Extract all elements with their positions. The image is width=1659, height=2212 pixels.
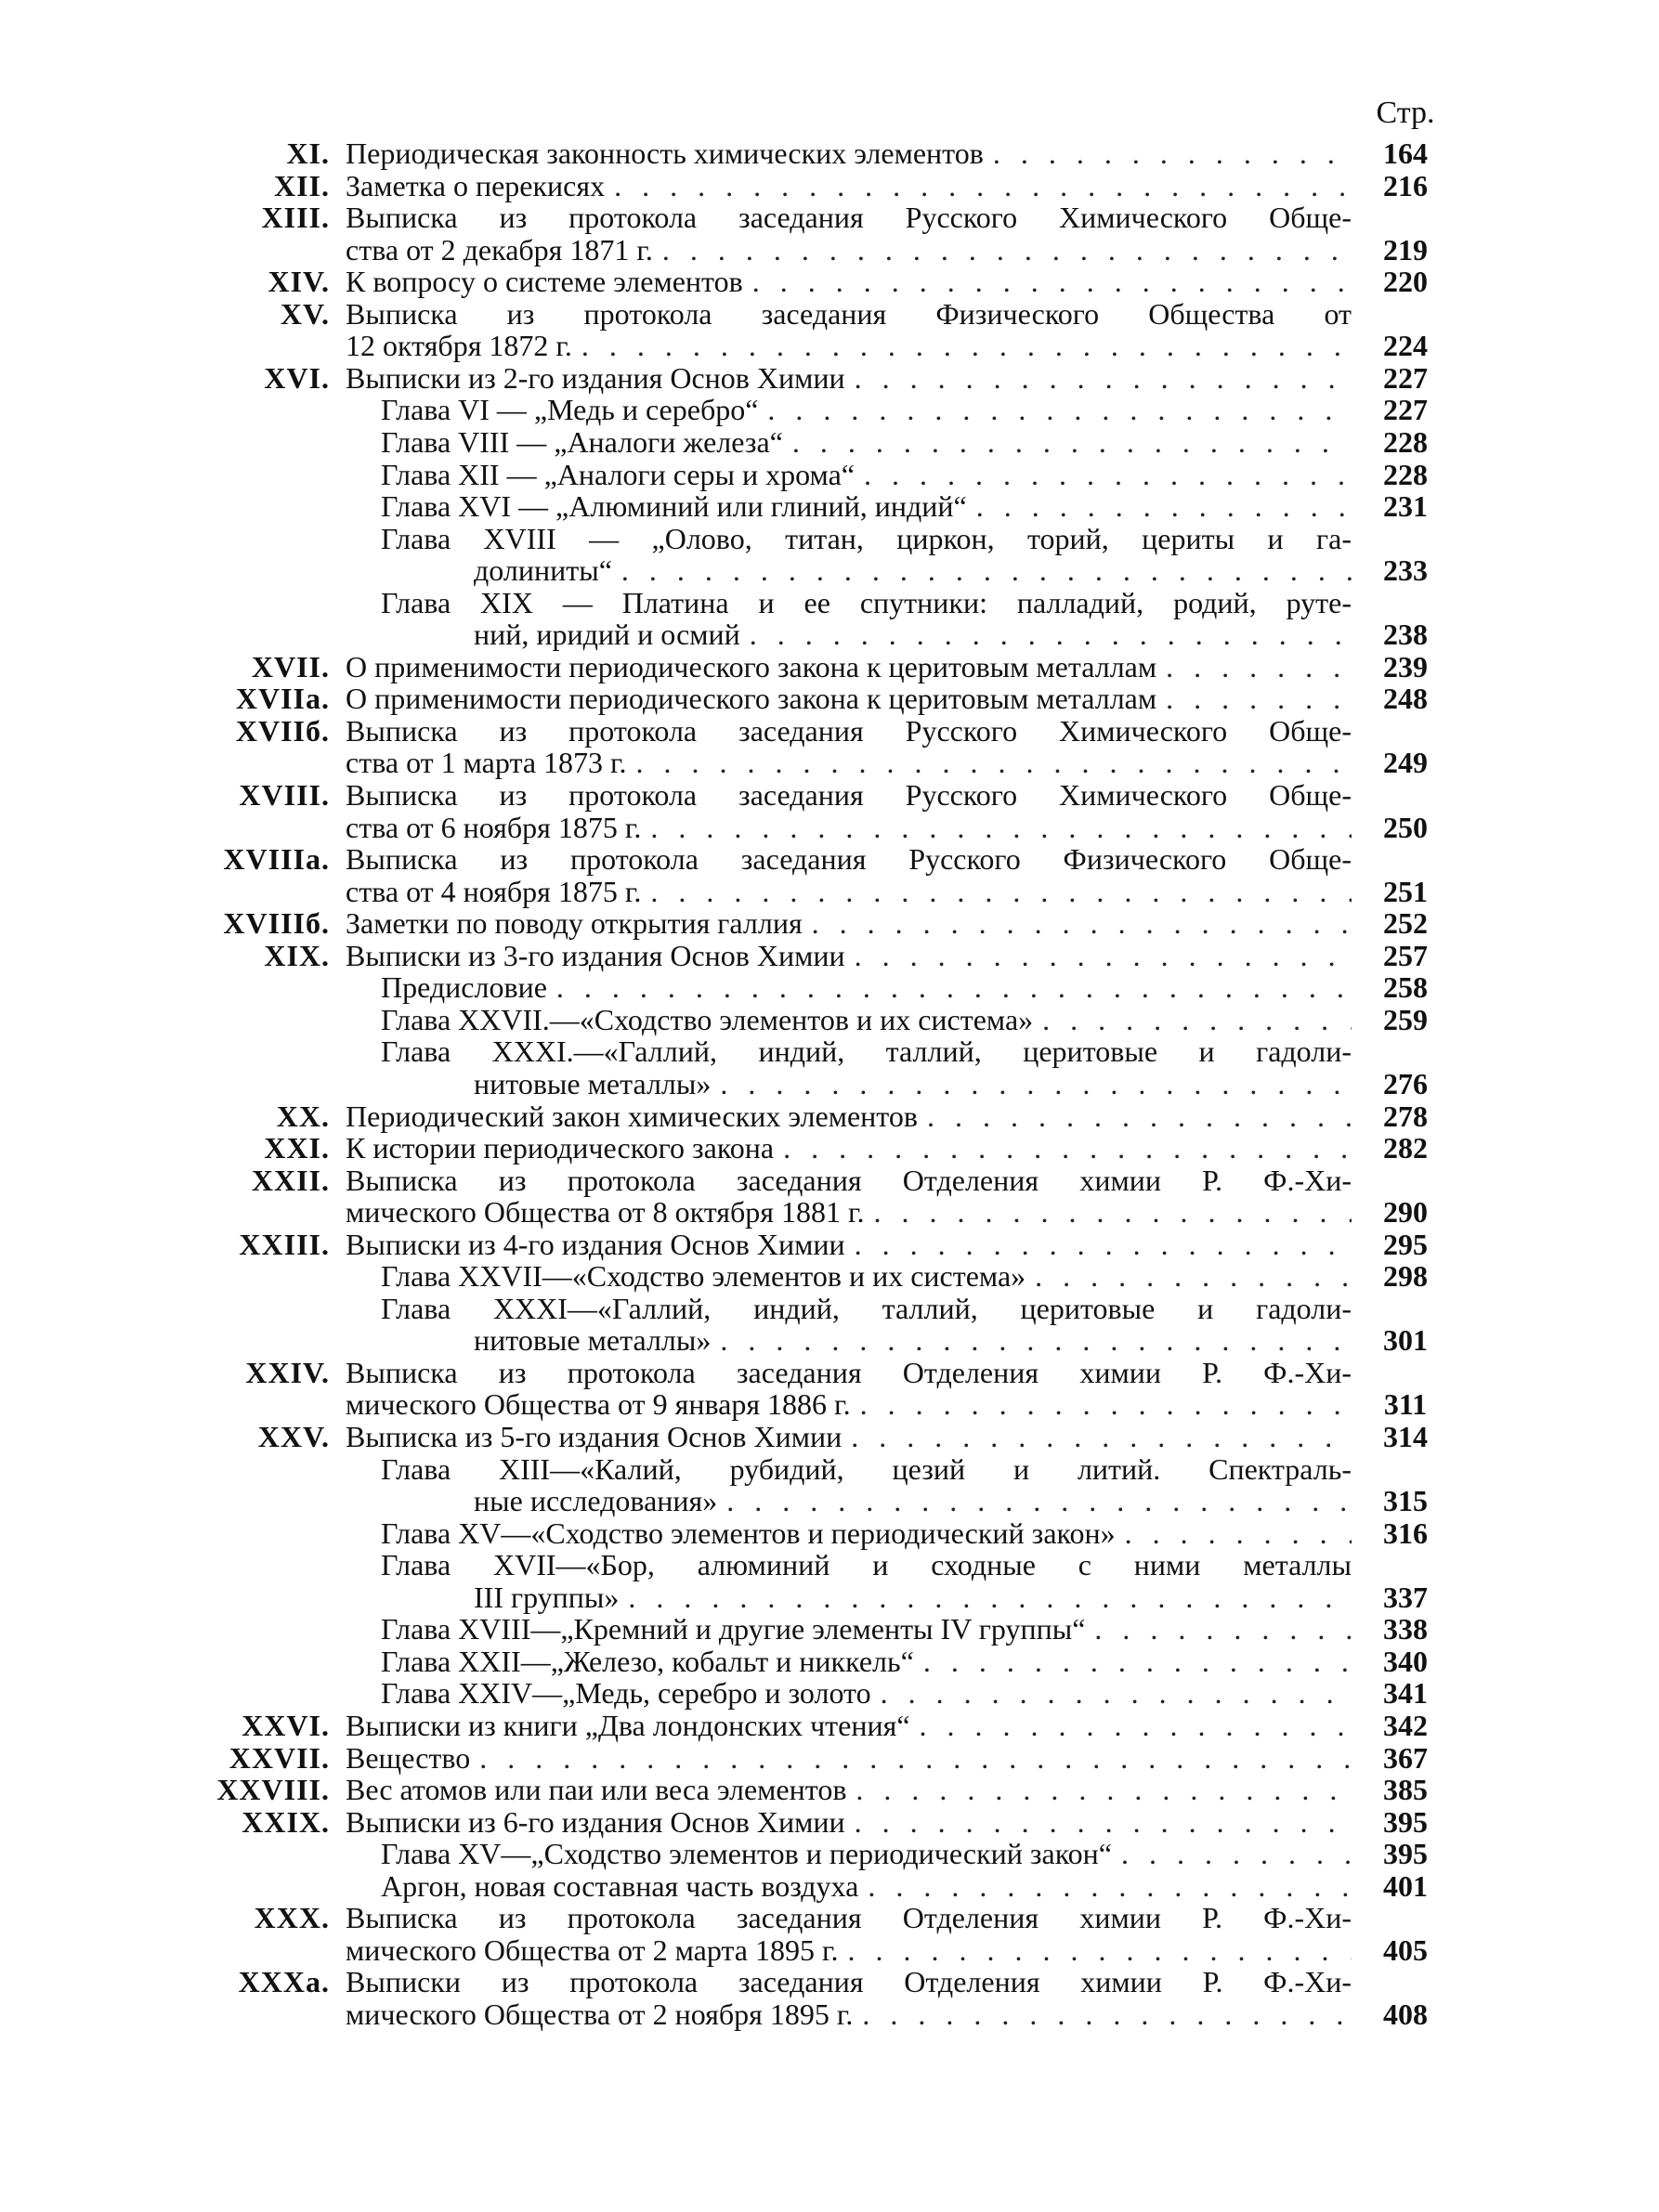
page-number: 338 [1383,1612,1428,1646]
page-number: 401 [1383,1868,1428,1903]
dot-leader [621,554,1352,586]
dot-leader [783,1132,1352,1164]
page-number: 367 [1383,1740,1428,1775]
dot-leader [920,1710,1352,1741]
entry-title-line [346,1132,1352,1164]
entry-title-text: Вес атомов или паи или веса элементов [346,1773,847,1807]
entry-title-line: Выписка из протокола заседания Отделения химии Р. Ф.-Хи- [346,1163,1352,1197]
entry-title-line [381,1613,1352,1645]
entry-title-line: Выписка из протокола заседания Русского Физического Обще- [346,842,1352,877]
entry-title-text: ний, иридий и осмий [474,618,740,652]
page-number: 395 [1383,1804,1428,1839]
page-number: 248 [1383,682,1428,716]
dot-leader [855,940,1352,971]
entry-title-text: О применимости периодического закона к церитовым металлам [346,649,1157,683]
entry-title-line [346,1388,1352,1420]
page-number: 408 [1383,1997,1428,2031]
entry-title-line: Глава XIX — Платина и ее спутники: палладий, родий, руте- [381,585,1352,619]
entry-title-line [474,618,1352,650]
page-number: 228 [1383,457,1428,491]
entry-title-text: мического Общества от 9 января 1886 г. [346,1387,851,1422]
dot-leader [923,1646,1352,1677]
entry-title-line [346,876,1352,907]
dot-leader [720,1068,1352,1099]
entry-title-line: Выписка из протокола заседания Физического Общества от [346,296,1352,331]
dot-leader [556,971,1352,1003]
entry-title-line [346,1806,1352,1838]
dot-leader [860,1388,1352,1420]
dot-leader [1035,1260,1352,1292]
page-number: 259 [1383,1002,1428,1036]
entry-title-line: Выписка из протокола заседания Русского Химического Обще- [346,713,1352,748]
page-number: 295 [1383,1227,1428,1261]
entry-numeral: XVIII. [239,778,330,812]
entry-title-text: Выписки из 4-го издания Основ Химии [346,1227,845,1261]
entry-title-text: Глава XV—«Сходство элементов и периодический закон» [381,1516,1116,1550]
entry-title-line [381,971,1352,1003]
entry-title-text: III группы» [474,1580,620,1614]
page-number: 278 [1383,1099,1428,1133]
entry-numeral: XIX. [264,938,330,972]
entry-title-text: Предисловие [381,970,547,1005]
page-number: 250 [1383,810,1428,844]
entry-title-line [474,554,1352,586]
entry-title-line [381,1870,1352,1902]
entry-title-line: Глава XVIII — „Олово, титан, циркон, торий, цериты и га- [381,521,1352,555]
entry-title-text: Глава XXVII—«Сходство элементов и их система» [381,1259,1026,1294]
dot-leader [868,1870,1352,1902]
entry-title-line [346,747,1352,778]
dot-leader [650,812,1352,843]
page-number: 405 [1383,1932,1428,1967]
entry-title-line: Глава XIII—«Калий, рубидий, цезий и литий. Спектраль- [381,1451,1352,1486]
dot-leader [750,618,1352,650]
entry-numeral: XIII. [261,201,330,235]
entry-title-line: Глава XVII—«Бор, алюминий и сходные с ними металлы [381,1548,1352,1582]
page-number: 249 [1383,746,1428,780]
entry-numeral: XVIIIa. [223,842,330,877]
entry-numeral: XX. [276,1099,330,1133]
entry-title-line [346,812,1352,843]
entry-title-text: К истории периодического закона [346,1131,775,1165]
dot-leader [874,1196,1352,1228]
page-number: 233 [1383,553,1428,588]
page-number: 238 [1383,618,1428,652]
page-number: 316 [1383,1516,1428,1550]
entry-title-line [346,683,1352,714]
entry-title-text: Аргон, новая составная часть воздуха [381,1868,859,1903]
entry-title-text: ства от 2 декабря 1871 г. [346,232,653,267]
page-number: 220 [1383,265,1428,299]
entry-title-line [346,330,1352,361]
dot-leader [720,1324,1352,1356]
entry-title-text: долиниты“ [474,553,612,588]
dot-leader [976,490,1352,522]
dot-leader [1042,1004,1352,1035]
entry-title-text: О применимости периодического закона к церитовым металлам [346,682,1157,716]
entry-title-text: Заметка о перекисях [346,168,606,202]
page-number: 282 [1383,1131,1428,1165]
entry-title-text: Глава XVIII—„Кремний и другие элементы IV группы“ [381,1612,1086,1646]
entry-title-text: ства от 4 ноября 1875 г. [346,874,642,908]
entry-numeral: XXIV. [245,1355,330,1389]
entry-numeral: XXII. [251,1163,330,1197]
entry-title-line [381,426,1352,458]
entry-title-text: Выписки из 2-го издания Основ Химии [346,360,845,395]
page-number: 341 [1383,1676,1428,1711]
entry-title-line: Выписка из протокола заседания Отделения химии Р. Ф.-Хи- [346,1355,1352,1389]
entry-numeral: XXVII. [229,1740,330,1775]
dot-leader [856,1774,1352,1805]
entry-title-line [346,940,1352,971]
entry-title-line [346,1934,1352,1966]
dot-leader [848,1934,1352,1966]
dot-leader [650,876,1352,907]
entry-title-line [346,170,1352,202]
entry-title-text: Заметки по поводу открытия галлия [346,906,803,941]
page-number: 311 [1383,1387,1428,1422]
page-number: 252 [1383,906,1428,941]
page-number: 337 [1383,1580,1428,1614]
dot-leader [1125,1517,1352,1549]
dot-leader [614,170,1352,202]
entry-title-line [346,1229,1352,1260]
page-number: 342 [1383,1708,1428,1742]
page-number: 314 [1383,1420,1428,1453]
entry-title-line [346,1100,1352,1132]
entry-title-text: Глава VIII — „Аналоги железа“ [381,424,783,459]
entry-title-text: ные исследования» [474,1484,718,1518]
entry-title-text: нитовые металлы» [474,1066,712,1100]
entry-numeral: XVIIIб. [223,906,330,941]
dot-leader [1166,683,1352,714]
dot-leader [855,362,1352,394]
entry-numeral: XXVIII. [216,1773,330,1807]
page-column-header: Стр. [1376,96,1435,130]
page-number: 224 [1383,329,1428,363]
page-number: 164 [1383,137,1428,170]
entry-title-line [381,1517,1352,1549]
entry-title-line: Глава XXXI.—«Галлий, индий, таллий, церитовые и гадоли- [381,1034,1352,1069]
entry-title-line [474,1068,1352,1099]
entry-title-text: Глава XII — „Аналоги серы и хрома“ [381,457,855,491]
dot-leader [1121,1838,1352,1869]
entry-title-text: К вопросу о системе элементов [346,265,743,299]
entry-title-line [381,459,1352,490]
entry-numeral: XXX. [254,1901,330,1935]
entry-numeral: XIV. [268,265,330,299]
entry-title-line: Выписки из протокола заседания Отделения химии Р. Ф.-Хи- [346,1965,1352,1999]
page-number: 239 [1383,649,1428,683]
entry-title-line [381,1646,1352,1677]
page-number: 257 [1383,938,1428,972]
dot-leader [927,1100,1352,1132]
dot-leader [851,1421,1352,1452]
entry-title-line [381,1004,1352,1035]
entry-title-line [346,907,1352,939]
entry-title-text: Вещество [346,1740,471,1775]
dot-leader [628,1581,1352,1613]
dot-leader [581,330,1352,361]
entry-numeral: XVII. [251,649,330,683]
entry-title-line [474,1324,1352,1356]
dot-leader [855,1806,1352,1838]
entry-title-line [346,137,1352,169]
dot-leader [855,1229,1352,1260]
entry-title-text: 12 октября 1872 г. [346,329,572,363]
dot-leader [864,459,1352,490]
dot-leader [479,1742,1352,1774]
entry-title-text: Периодический закон химических элементов [346,1099,918,1133]
entry-numeral: XXV. [257,1420,330,1453]
entry-title-text: ства от 6 ноября 1875 г. [346,810,642,844]
page-number: 276 [1383,1066,1428,1100]
entry-numeral: XXVI. [242,1708,330,1742]
page-number: 228 [1383,424,1428,459]
entry-title-text: мического Общества от 2 марта 1895 г. [346,1932,839,1967]
entry-title-line [381,1838,1352,1869]
entry-title-text: Глава XXIV—„Медь, серебро и золото [381,1676,871,1711]
entry-numeral: XV. [280,296,330,331]
page-number: 216 [1383,168,1428,202]
entry-title-line [346,1998,1352,2030]
page-number: 219 [1383,232,1428,267]
entry-title-line [346,266,1352,297]
page-number: 227 [1383,360,1428,395]
page-number: 301 [1383,1323,1428,1358]
page-number: 258 [1383,970,1428,1005]
dot-leader [792,426,1352,458]
entry-title-line [346,362,1352,394]
dot-leader [881,1677,1352,1709]
entry-title-line [346,1710,1352,1741]
page-number: 251 [1383,874,1428,908]
entry-title-text: Выписки из 6-го издания Основ Химии [346,1804,845,1839]
entry-title-line [381,394,1352,425]
entry-title-line [381,490,1352,522]
entry-title-line: Выписка из протокола заседания Отделения химии Р. Ф.-Хи- [346,1901,1352,1935]
entry-title-text: Глава VI — „Медь и серебро“ [381,393,759,427]
entry-title-line [346,1421,1352,1452]
entry-title-text: нитовые металлы» [474,1323,712,1358]
entry-numeral: XXXa. [238,1965,330,1999]
dot-leader [1166,651,1352,683]
page-number: 315 [1383,1484,1428,1518]
entry-title-text: Выписка из 5-го издания Основ Химии [346,1420,843,1453]
entry-title-text: Глава XXII—„Железо, кобальт и никкель“ [381,1644,914,1678]
entry-title-text: Глава XXVII.—«Сходство элементов и их система» [381,1002,1034,1036]
page-number: 290 [1383,1195,1428,1230]
page-number: 340 [1383,1644,1428,1678]
entry-title-line [474,1485,1352,1516]
entry-title-line [346,234,1352,266]
dot-leader [767,394,1352,425]
entry-title-line [346,1774,1352,1805]
entry-numeral: XXIII. [239,1227,330,1261]
entry-title-text: Периодическая законность химических элементов [346,137,984,170]
page-number: 385 [1383,1773,1428,1807]
dot-leader [726,1485,1352,1516]
dot-leader [1094,1613,1352,1645]
dot-leader [812,907,1352,939]
entry-title-text: Глава XVI — „Алюминий или глиний, индий“ [381,489,967,524]
entry-numeral: XVIIб. [235,713,330,748]
entry-title-text: мического Общества от 2 ноября 1895 г. [346,1997,854,2031]
dot-leader [662,234,1352,266]
page-number: 298 [1383,1259,1428,1294]
entry-numeral: XVIIa. [235,682,330,716]
entry-title-line [346,651,1352,683]
entry-title-text: Выписки из книги „Два лондонских чтения“ [346,1708,910,1742]
entry-title-line: Глава XXXI—«Галлий, индий, таллий, церитовые и гадоли- [381,1291,1352,1325]
entry-title-text: ства от 1 марта 1873 г. [346,746,627,780]
entry-title-line: Выписка из протокола заседания Русского Химического Обще- [346,201,1352,235]
entry-title-line [474,1581,1352,1613]
page-number: 395 [1383,1837,1428,1871]
entry-numeral: XXI. [264,1131,330,1165]
entry-numeral: XI. [286,137,330,170]
entry-title-text: мического Общества от 8 октября 1881 г. [346,1195,865,1230]
dot-leader [752,266,1352,297]
entry-numeral: XVI. [264,360,330,395]
dot-leader [636,747,1352,778]
entry-title-text: Выписки из 3-го издания Основ Химии [346,938,845,972]
entry-title-line [381,1677,1352,1709]
entry-title-text: Глава XV—„Сходство элементов и периодический закон“ [381,1837,1112,1871]
entry-title-line [346,1742,1352,1774]
dot-leader [993,137,1352,169]
page-number: 227 [1383,393,1428,427]
entry-title-line [381,1260,1352,1292]
entry-numeral: XXIX. [242,1804,330,1839]
entry-numeral: XII. [273,168,330,202]
entry-title-line [346,1196,1352,1228]
dot-leader [862,1998,1352,2030]
entry-title-line: Выписка из протокола заседания Русского Химического Обще- [346,778,1352,812]
page-number: 231 [1383,489,1428,524]
